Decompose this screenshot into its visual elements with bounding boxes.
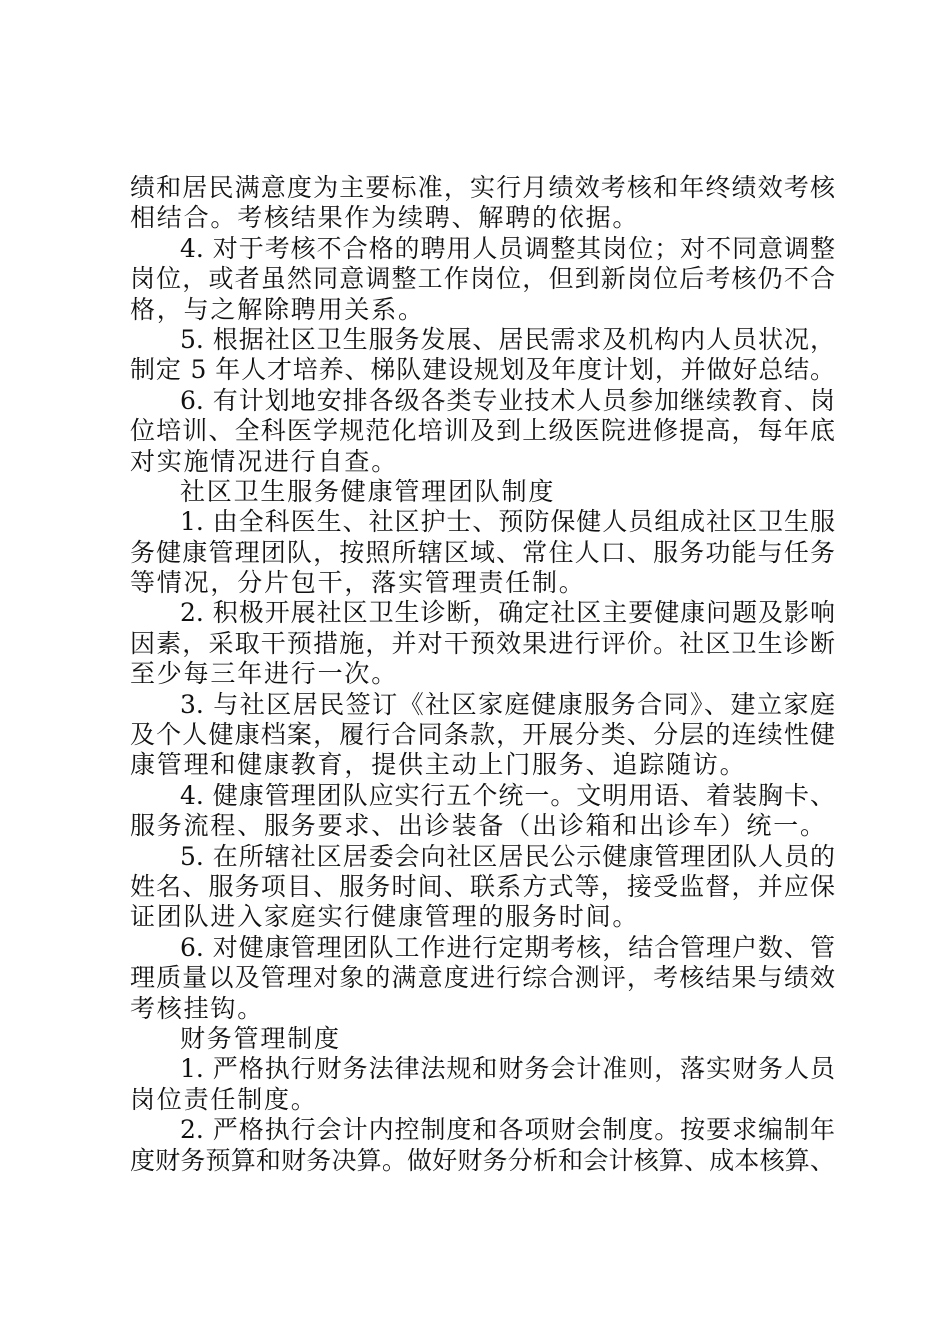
text-line: 证团队进入家庭实行健康管理的服务时间。 xyxy=(130,902,640,932)
text-line: 理质量以及管理对象的满意度进行综合测评，考核结果与绩效 xyxy=(130,963,835,993)
text-line: 5. 在所辖社区居委会向社区居民公示健康管理团队人员的 xyxy=(180,841,835,871)
text-line: 相结合。考核结果作为续聘、解聘的依据。 xyxy=(130,203,640,233)
text-line: 2. 积极开展社区卫生诊断，确定社区主要健康问题及影响 xyxy=(180,598,835,628)
text-line: 4. 对于考核不合格的聘用人员调整其岗位；对不同意调整 xyxy=(180,233,835,263)
text-line: 制定 5 年人才培养、梯队建设规划及年度计划，并做好总结。 xyxy=(130,355,835,385)
text-line: 绩和居民满意度为主要标准，实行月绩效考核和年终绩效考核 xyxy=(130,173,835,202)
document-body xyxy=(130,173,835,1176)
text-line: 及个人健康档案，履行合同条款，开展分类、分层的连续性健 xyxy=(130,720,835,750)
text-line: 1. 严格执行财务法律法规和财务会计准则，落实财务人员 xyxy=(180,1054,835,1084)
text-line: 6. 对健康管理团队工作进行定期考核，结合管理户数、管 xyxy=(180,932,835,962)
text-line: 社区卫生服务健康管理团队制度 xyxy=(180,476,556,506)
text-line: 务健康管理团队，按照所辖区域、常住人口、服务功能与任务 xyxy=(130,537,835,567)
text-line: 岗位责任制度。 xyxy=(130,1084,318,1114)
text-line: 姓名、服务项目、服务时间、联系方式等，接受监督，并应保 xyxy=(130,871,835,901)
text-line: 服务流程、服务要求、出诊装备（出诊箱和出诊车）统一。 xyxy=(130,811,827,841)
text-line: 6. 有计划地安排各级各类专业技术人员参加继续教育、岗 xyxy=(180,385,835,415)
text-line: 因素，采取干预措施，并对干预效果进行评价。社区卫生诊断 xyxy=(130,628,835,658)
text-line: 1. 由全科医生、社区护士、预防保健人员组成社区卫生服 xyxy=(180,507,835,537)
text-line: 位培训、全科医学规范化培训及到上级医院进修提高，每年底 xyxy=(130,416,835,446)
text-line: 格，与之解除聘用关系。 xyxy=(130,294,425,324)
text-line: 等情况，分片包干，落实管理责任制。 xyxy=(130,568,586,598)
text-line: 财务管理制度 xyxy=(180,1023,341,1053)
text-line: 至少每三年进行一次。 xyxy=(130,659,399,689)
text-line: 5. 根据社区卫生服务发展、居民需求及机构内人员状况， xyxy=(180,324,835,354)
text-line: 岗位，或者虽然同意调整工作岗位，但到新岗位后考核仍不合 xyxy=(130,264,835,294)
text-line: 2. 严格执行会计内控制度和各项财会制度。按要求编制年 xyxy=(180,1115,835,1145)
text-line: 对实施情况进行自查。 xyxy=(130,446,399,476)
text-line: 度财务预算和财务决算。做好财务分析和会计核算、成本核算、 xyxy=(130,1145,835,1175)
text-line: 康管理和健康教育，提供主动上门服务、追踪随访。 xyxy=(130,750,747,780)
text-line: 3. 与社区居民签订《社区家庭健康服务合同》、建立家庭 xyxy=(180,689,835,719)
text-line: 考核挂钩。 xyxy=(130,993,265,1023)
text-line: 4. 健康管理团队应实行五个统一。文明用语、着装胸卡、 xyxy=(180,780,835,810)
